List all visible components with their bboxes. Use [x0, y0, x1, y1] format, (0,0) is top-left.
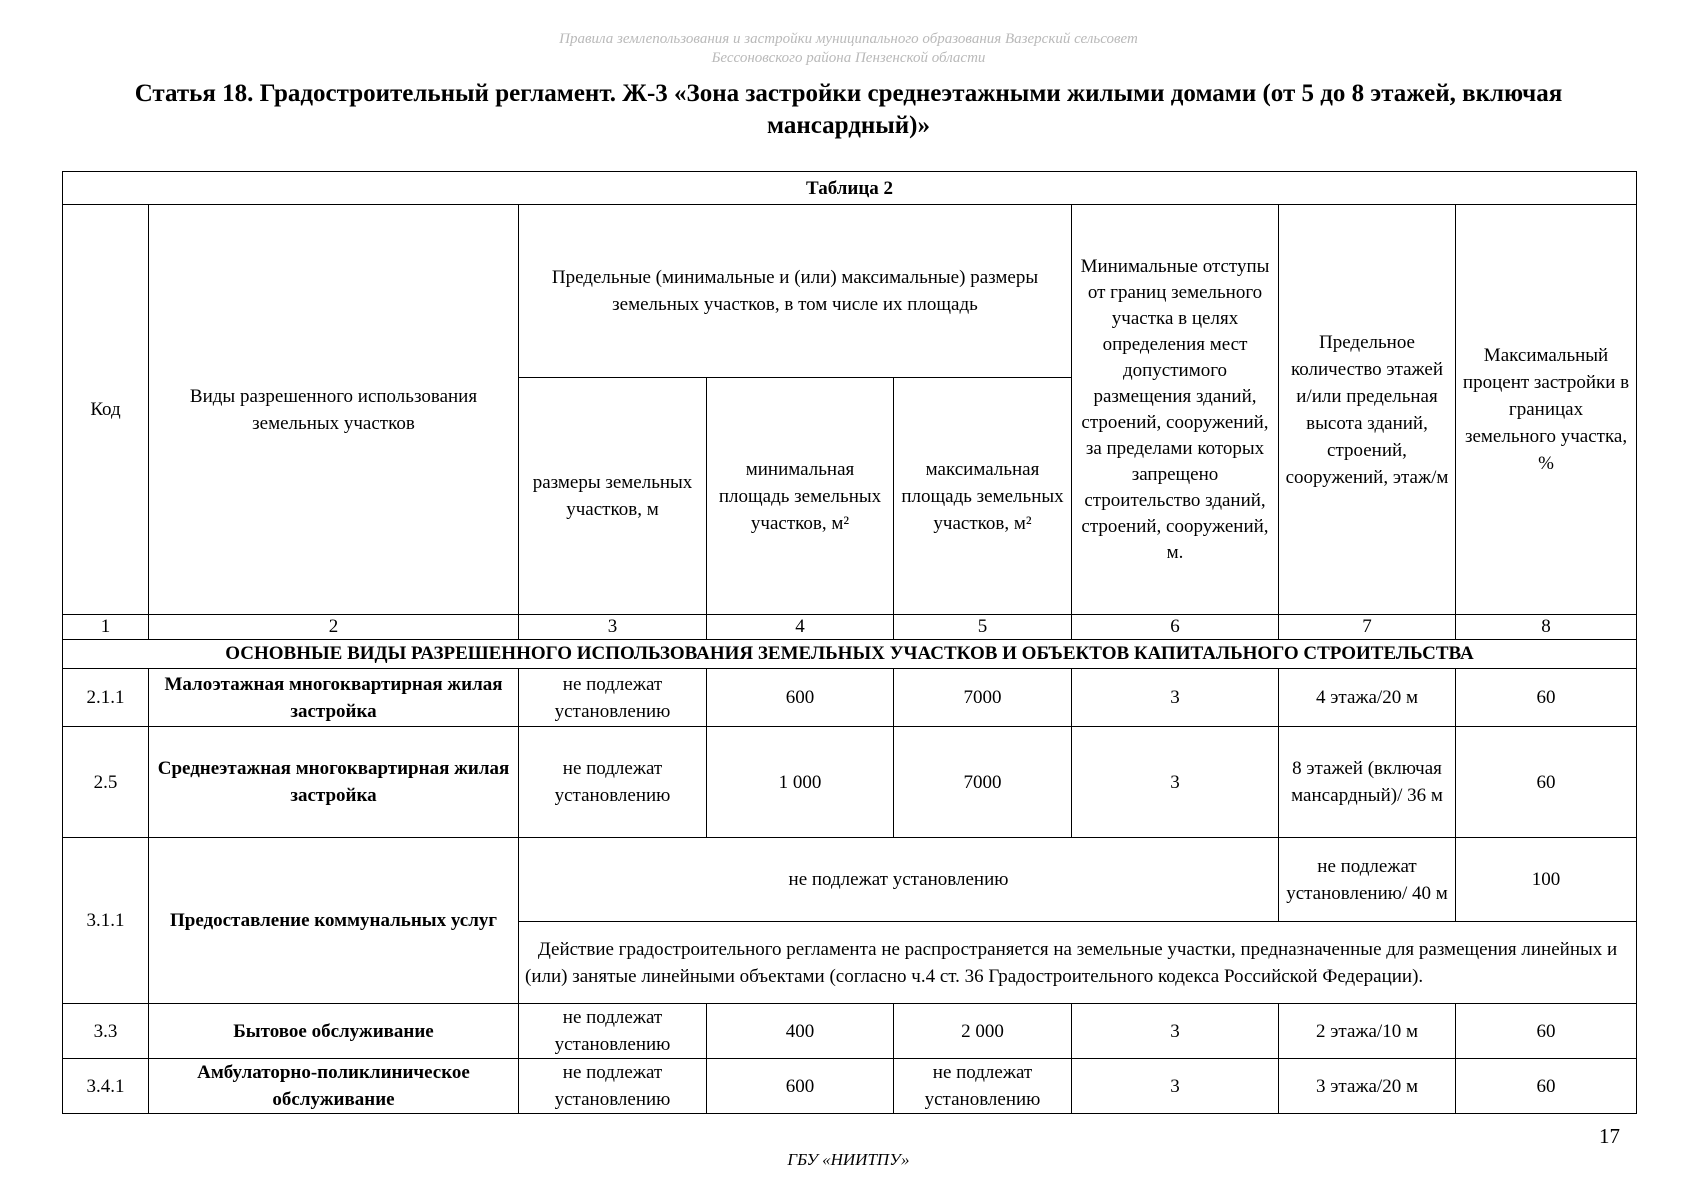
row-setback: 3	[1072, 1004, 1279, 1059]
column-number: 8	[1456, 615, 1637, 640]
running-header	[0, 30, 1697, 68]
row-coverage: 60	[1456, 727, 1637, 838]
header-use-types: Виды разрешенного использования земельных участков	[149, 205, 519, 615]
row-setback: 3	[1072, 727, 1279, 838]
running-header-line2: Бессоновского района Пензенской области	[711, 50, 986, 66]
section-title: ОСНОВНЫЕ ВИДЫ РАЗРЕШЕННОГО ИСПОЛЬЗОВАНИЯ ЗЕМЕЛЬНЫХ УЧАСТКОВ И ОБЪЕКТОВ КАПИТАЛЬНОГО СТРОИТЕЛЬСТВА	[63, 640, 1637, 669]
row-code: 3.3	[63, 1004, 149, 1059]
row-sizes: не подлежат установлению	[519, 1004, 707, 1059]
row-name: Малоэтажная многоквартирная жилая застройка	[149, 669, 519, 727]
header-limits-group: Предельные (минимальные и (или) максимальные) размеры земельных участков, в том числе их площадь	[519, 205, 1072, 378]
row-name: Амбулаторно-поликлиническое обслуживание	[149, 1059, 519, 1114]
header-sizes: размеры земельных участков, м	[519, 378, 707, 615]
row-sizes: не подлежат установлению	[519, 727, 707, 838]
row-max-area: не подлежат установлению	[894, 1059, 1072, 1114]
row-max-area: 7000	[894, 727, 1072, 838]
table-row	[63, 1004, 1637, 1059]
footer: ГБУ «НИИТПУ»	[787, 1150, 910, 1169]
column-number: 4	[707, 615, 894, 640]
row-sizes: не подлежат установлению	[519, 1059, 707, 1114]
page-title: Статья 18. Градостроительный регламент. Ж-3 «Зона застройки среднеэтажными жилыми домами (от 5 до 8 этажей, включая мансардный)»	[134, 80, 1563, 139]
column-number: 5	[894, 615, 1072, 640]
column-number: 7	[1279, 615, 1456, 640]
row-code: 2.5	[63, 727, 149, 838]
row-note: Действие градостроительного регламента не распространяется на земельные участки, предназначенные для размещения линейных и (или) занятые линейными объектами (согласно ч.4 ст. 36 Градостроительного кодекса Российской Федерации).	[519, 922, 1637, 1004]
row-min-area: 400	[707, 1004, 894, 1059]
row-min-area: 600	[707, 1059, 894, 1114]
row-code: 2.1.1	[63, 669, 149, 727]
row-setback: 3	[1072, 1059, 1279, 1114]
header-floors: Предельное количество этажей и/или предельная высота зданий, строений, сооружений, этаж/м	[1279, 205, 1456, 615]
row-coverage: 60	[1456, 669, 1637, 727]
row-name: Среднеэтажная многоквартирная жилая застройка	[149, 727, 519, 838]
page-number: 17	[1599, 1124, 1620, 1148]
row-max-area: 7000	[894, 669, 1072, 727]
header-min-area: минимальная площадь земельных участков, м²	[707, 378, 894, 615]
header-setbacks: Минимальные отступы от границ земельного участка в целях определения мест допустимого размещения зданий, строений, сооружений, за пределами которых запрещено строительство зданий, строений, сооружений, м.	[1072, 205, 1279, 615]
column-number: 3	[519, 615, 707, 640]
row-floors: не подлежат установлению/ 40 м	[1279, 838, 1456, 922]
row-max-area: 2 000	[894, 1004, 1072, 1059]
table-row	[63, 669, 1637, 727]
header-max-area: максимальная площадь земельных участков, м²	[894, 378, 1072, 615]
row-min-area: 600	[707, 669, 894, 727]
header-code: Код	[63, 205, 149, 615]
column-number: 6	[1072, 615, 1279, 640]
row-name: Предоставление коммунальных услуг	[149, 838, 519, 1004]
row-floors: 3 этажа/20 м	[1279, 1059, 1456, 1114]
row-coverage: 60	[1456, 1059, 1637, 1114]
row-code: 3.1.1	[63, 838, 149, 1004]
row-min-area: 1 000	[707, 727, 894, 838]
running-header-line1: Правила землепользования и застройки муниципального образования Вазерский сельсовет	[559, 31, 1138, 47]
column-number: 2	[149, 615, 519, 640]
row-merged-value: не подлежат установлению	[519, 838, 1279, 922]
row-coverage: 60	[1456, 1004, 1637, 1059]
row-code: 3.4.1	[63, 1059, 149, 1114]
row-floors: 2 этажа/10 м	[1279, 1004, 1456, 1059]
row-coverage: 100	[1456, 838, 1637, 922]
row-sizes: не подлежат установлению	[519, 669, 707, 727]
header-coverage: Максимальный процент застройки в границах земельного участка, %	[1456, 205, 1637, 615]
table-row	[63, 727, 1637, 838]
row-setback: 3	[1072, 669, 1279, 727]
table-row	[63, 1059, 1637, 1114]
table-caption: Таблица 2	[63, 172, 1637, 205]
row-name: Бытовое обслуживание	[149, 1004, 519, 1059]
row-floors: 8 этажей (включая мансардный)/ 36 м	[1279, 727, 1456, 838]
regulation-table	[62, 171, 1637, 1114]
row-floors: 4 этажа/20 м	[1279, 669, 1456, 727]
column-number: 1	[63, 615, 149, 640]
table-row	[63, 838, 1637, 922]
